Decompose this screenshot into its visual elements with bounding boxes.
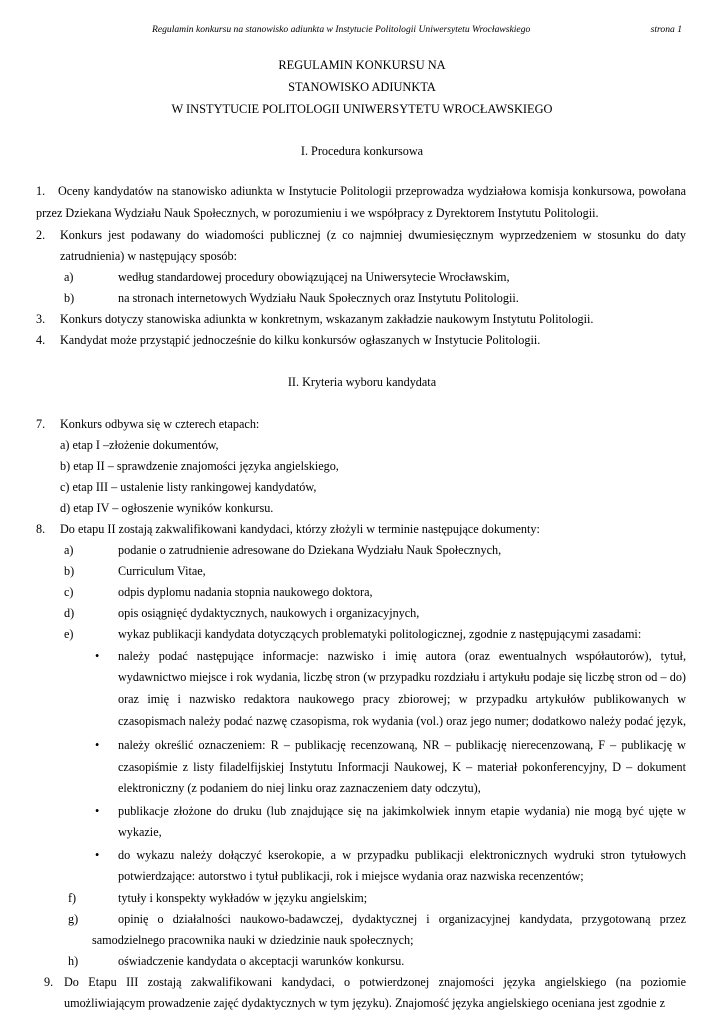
running-header-title: Regulamin konkursu na stanowisko adiunkta w Instytucie Politologii Uniwersytetu Wrocławskiego [152, 24, 531, 35]
paragraph-4: Kandydat może przystąpić jednocześnie do kilku konkursów ogłaszanych w Instytucie Politologii. [60, 333, 541, 347]
paragraph-7-item-a: a) etap I –złożenie dokumentów, [60, 438, 219, 452]
bullet-icon: • [95, 804, 100, 818]
list-letter: e) [64, 627, 74, 641]
paragraph-number: 2. [36, 228, 46, 242]
paragraph-8-item-b: Curriculum Vitae, [118, 564, 206, 578]
paragraph-8-item-g-line-2: samodzielnego pracownika nauki w dziedzinie nauk społecznych; [92, 933, 414, 947]
document-title-line-2: STANOWISKO ADIUNKTA [288, 80, 436, 94]
bullet-2-line-1: należy określić oznaczeniem: R – publikację recenzowaną, NR – publikację nierecenzowaną, F – publikację w [118, 738, 686, 752]
bullet-1-line-1: należy podać następujące informacje: nazwisko i imię autora (oraz ewentualnych współautorów), tytuł, [118, 649, 686, 663]
paragraph-number: 8. [36, 522, 46, 536]
paragraph-8-item-g-line-1: opinię o działalności naukowo-badawczej, dydaktycznej i organizacyjnej kandydata, przygotowaną przez [118, 912, 686, 926]
bullet-icon: • [95, 649, 100, 663]
paragraph-2-line-1: Konkurs jest podawany do wiadomości publicznej (z co najmniej dwumiesięcznym wyprzedzeniem w stosunku do daty [60, 228, 686, 242]
paragraph-8-item-d: opis osiągnięć dydaktycznych, naukowych i organizacyjnych, [118, 606, 420, 620]
paragraph-1-line-1: Oceny kandydatów na stanowisko adiunkta w Instytucie Politologii przeprowadza wydziałowa komisja konkursowa, powołana [58, 184, 686, 198]
bullet-2-line-2: czasopiśmie z listy filadelfijskiej Instytutu Informacji Naukowej, K – materiał pokonferencyjny, D – dokument [118, 760, 686, 774]
paragraph-8-item-e: wykaz publikacji kandydata dotyczących problematyki politologicznej, zgodnie z następującymi zasadami: [118, 627, 642, 641]
bullet-4-line-1: do wykazu należy dołączyć kserokopie, a w przypadku publikacji elektronicznych wydruki stron tytułowych [118, 848, 686, 862]
list-letter: a) [64, 543, 74, 557]
list-letter: f) [68, 891, 77, 905]
paragraph-7-item-d: d) etap IV – ogłoszenie wyników konkursu. [60, 501, 274, 515]
paragraph-7-item-c: c) etap III – ustalenie listy rankingowej kandydatów, [60, 480, 317, 494]
paragraph-number: 3. [36, 312, 46, 326]
bullet-3-line-2: wykazie, [118, 825, 162, 839]
paragraph-2-item-b: na stronach internetowych Wydziału Nauk Społecznych oraz Instytutu Politologii. [118, 291, 519, 305]
paragraph-2-line-2: zatrudnienia) w następujący sposób: [60, 249, 238, 263]
list-letter: a) [64, 270, 74, 284]
paragraph-3: Konkurs dotyczy stanowiska adiunkta w konkretnym, wskazanym zakładzie naukowym Instytutu Politologii. [60, 312, 594, 326]
document-title-line-3: W INSTYTUCIE POLITOLOGII UNIWERSYTETU WROCŁAWSKIEGO [171, 102, 553, 116]
list-letter: b) [64, 564, 75, 578]
list-letter: b) [64, 291, 75, 305]
paragraph-7: Konkurs odbywa się w czterech etapach: [60, 417, 260, 431]
paragraph-7-item-b: b) etap II – sprawdzenie znajomości języka angielskiego, [60, 459, 339, 473]
bullet-3-line-1: publikacje złożone do druku (lub znajdujące się na jakimkolwiek innym etapie wydania) nie mogą być ujęte w [118, 804, 686, 818]
section-2-heading: II. Kryteria wyboru kandydata [287, 375, 437, 389]
paragraph-number: 4. [36, 333, 46, 347]
paragraph-number: 7. [36, 417, 46, 431]
paragraph-8-item-h: oświadczenie kandydata o akceptacji warunków konkursu. [118, 954, 405, 968]
paragraph-8: Do etapu II zostają zakwalifikowani kandydaci, którzy złożyli w terminie następujące dokumenty: [60, 522, 540, 536]
paragraph-number: 1. [36, 184, 46, 198]
paragraph-9-line-1: Do Etapu III zostają zakwalifikowani kandydaci, o potwierdzonej znajomości języka angielskiego (na poziomie [64, 975, 686, 989]
bullet-2-line-3: elektroniczny (z podaniem do niej linku oraz zaznaczeniem daty odczytu), [118, 781, 481, 795]
bullet-1-line-4: czasopismach należy podać nazwę czasopisma, rok wydania (vol.) oraz jego numer; dodatkowo należy podać język, [118, 714, 686, 728]
list-letter: g) [68, 912, 79, 926]
bullet-1-line-3: oraz imię i nazwisko redaktora naukowego pracy zbiorowej; w przypadku artykułów publikowanych w [118, 692, 686, 706]
paragraph-8-item-f: tytuły i konspekty wykładów w języku angielskim; [118, 891, 368, 905]
paragraph-2-item-a: według standardowej procedury obowiązującej na Uniwersytecie Wrocławskim, [118, 270, 510, 284]
list-letter: d) [64, 606, 75, 620]
paragraph-number: 9. [44, 975, 54, 989]
bullet-4-line-2: potwierdzające: autorstwo i tytuł publikacji, rok i miejsce wydania oraz nazwiska recenzentów; [118, 869, 584, 883]
bullet-icon: • [95, 848, 100, 862]
list-letter: h) [68, 954, 79, 968]
page-number: strona 1 [650, 24, 682, 35]
section-1-heading: I. Procedura konkursowa [300, 144, 424, 158]
paragraph-1-line-2: przez Dziekana Wydziału Nauk Społecznych, w porozumieniu i we współpracy z Dyrektorem Instytutu Politologii. [36, 206, 599, 220]
list-letter: c) [64, 585, 74, 599]
bullet-1-line-2: wydawnictwo miejsce i rok wydania, liczbę stron (w przypadku rozdziału i artykułu podaje się liczbę stron od – do) [118, 670, 686, 684]
paragraph-8-item-a: podanie o zatrudnienie adresowane do Dziekana Wydziału Nauk Społecznych, [118, 543, 502, 557]
bullet-icon: • [95, 738, 100, 752]
paragraph-9-line-2: umożliwiającym prowadzenie zajęć dydaktycznych w tym języku). Znajomość języka angielskiego oceniana jest zgodnie z [64, 996, 666, 1010]
document-title-line-1: REGULAMIN KONKURSU NA [278, 58, 446, 72]
paragraph-8-item-c: odpis dyplomu nadania stopnia naukowego doktora, [118, 585, 373, 599]
